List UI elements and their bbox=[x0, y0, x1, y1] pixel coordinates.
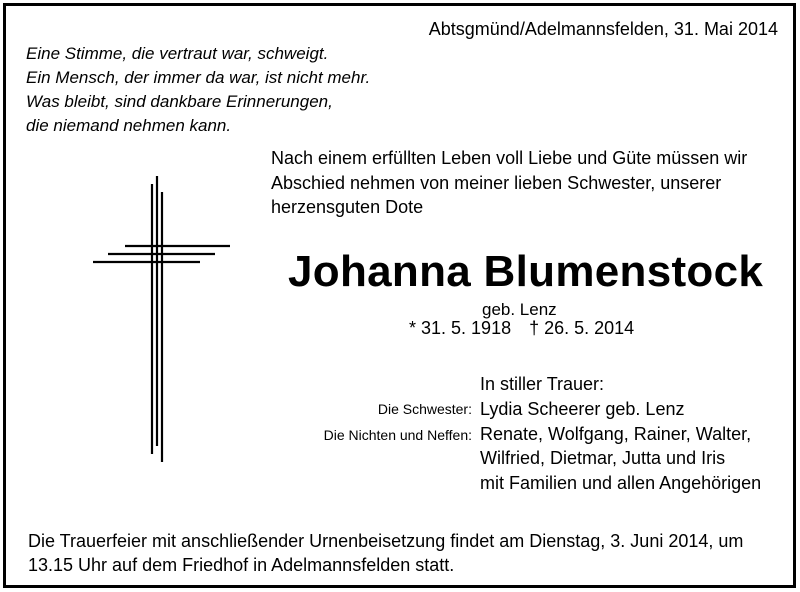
mourning-heading: In stiller Trauer: bbox=[480, 374, 605, 394]
funeral-info bbox=[28, 529, 743, 577]
poem bbox=[26, 42, 370, 138]
nieces-line: Renate, Wolfgang, Rainer, Walter, bbox=[480, 423, 752, 444]
poem-line: Eine Stimme, die vertraut war, schweigt. bbox=[26, 44, 329, 63]
nieces-line: Wilfried, Dietmar, Jutta und Iris bbox=[480, 448, 726, 468]
mourner-names bbox=[480, 397, 761, 495]
role-nieces-label: Die Nichten und Neffen: bbox=[323, 427, 472, 443]
poem-line: Ein Mensch, der immer da war, ist nicht mehr. bbox=[26, 68, 371, 87]
sister-name: Lydia Scheerer geb. Lenz bbox=[480, 399, 685, 419]
poem-line: die niemand nehmen kann. bbox=[26, 116, 232, 135]
intro-line: herzensguten Dote bbox=[271, 197, 424, 217]
nieces-line: mit Familien und allen Angehörigen bbox=[480, 472, 762, 493]
place-date: Abtsgmünd/Adelmannsfelden, 31. Mai 2014 bbox=[428, 19, 778, 39]
intro-line: Abschied nehmen von meiner lieben Schwester, unserer bbox=[271, 172, 722, 193]
poem-line: Was bleibt, sind dankbare Erinnerungen, bbox=[26, 92, 333, 111]
life-dates bbox=[409, 318, 634, 339]
footer-line: 13.15 Uhr auf dem Friedhof in Adelmannsfelden statt. bbox=[28, 555, 455, 575]
role-sister-label: Die Schwester: bbox=[377, 401, 472, 417]
intro-text bbox=[271, 146, 747, 220]
death-date: † 26. 5. 2014 bbox=[529, 318, 635, 338]
cross-icon bbox=[90, 176, 240, 466]
footer-line: Die Trauerfeier mit anschließender Urnenbeisetzung findet am Dienstag, 3. Juni 2014, um bbox=[28, 531, 744, 551]
intro-line: Nach einem erfüllten Leben voll Liebe und Güte müssen wir bbox=[271, 148, 748, 168]
maiden-name: geb. Lenz bbox=[482, 300, 557, 319]
deceased-name: Johanna Blumenstock bbox=[288, 247, 764, 296]
birth-date: * 31. 5. 1918 bbox=[409, 318, 512, 338]
